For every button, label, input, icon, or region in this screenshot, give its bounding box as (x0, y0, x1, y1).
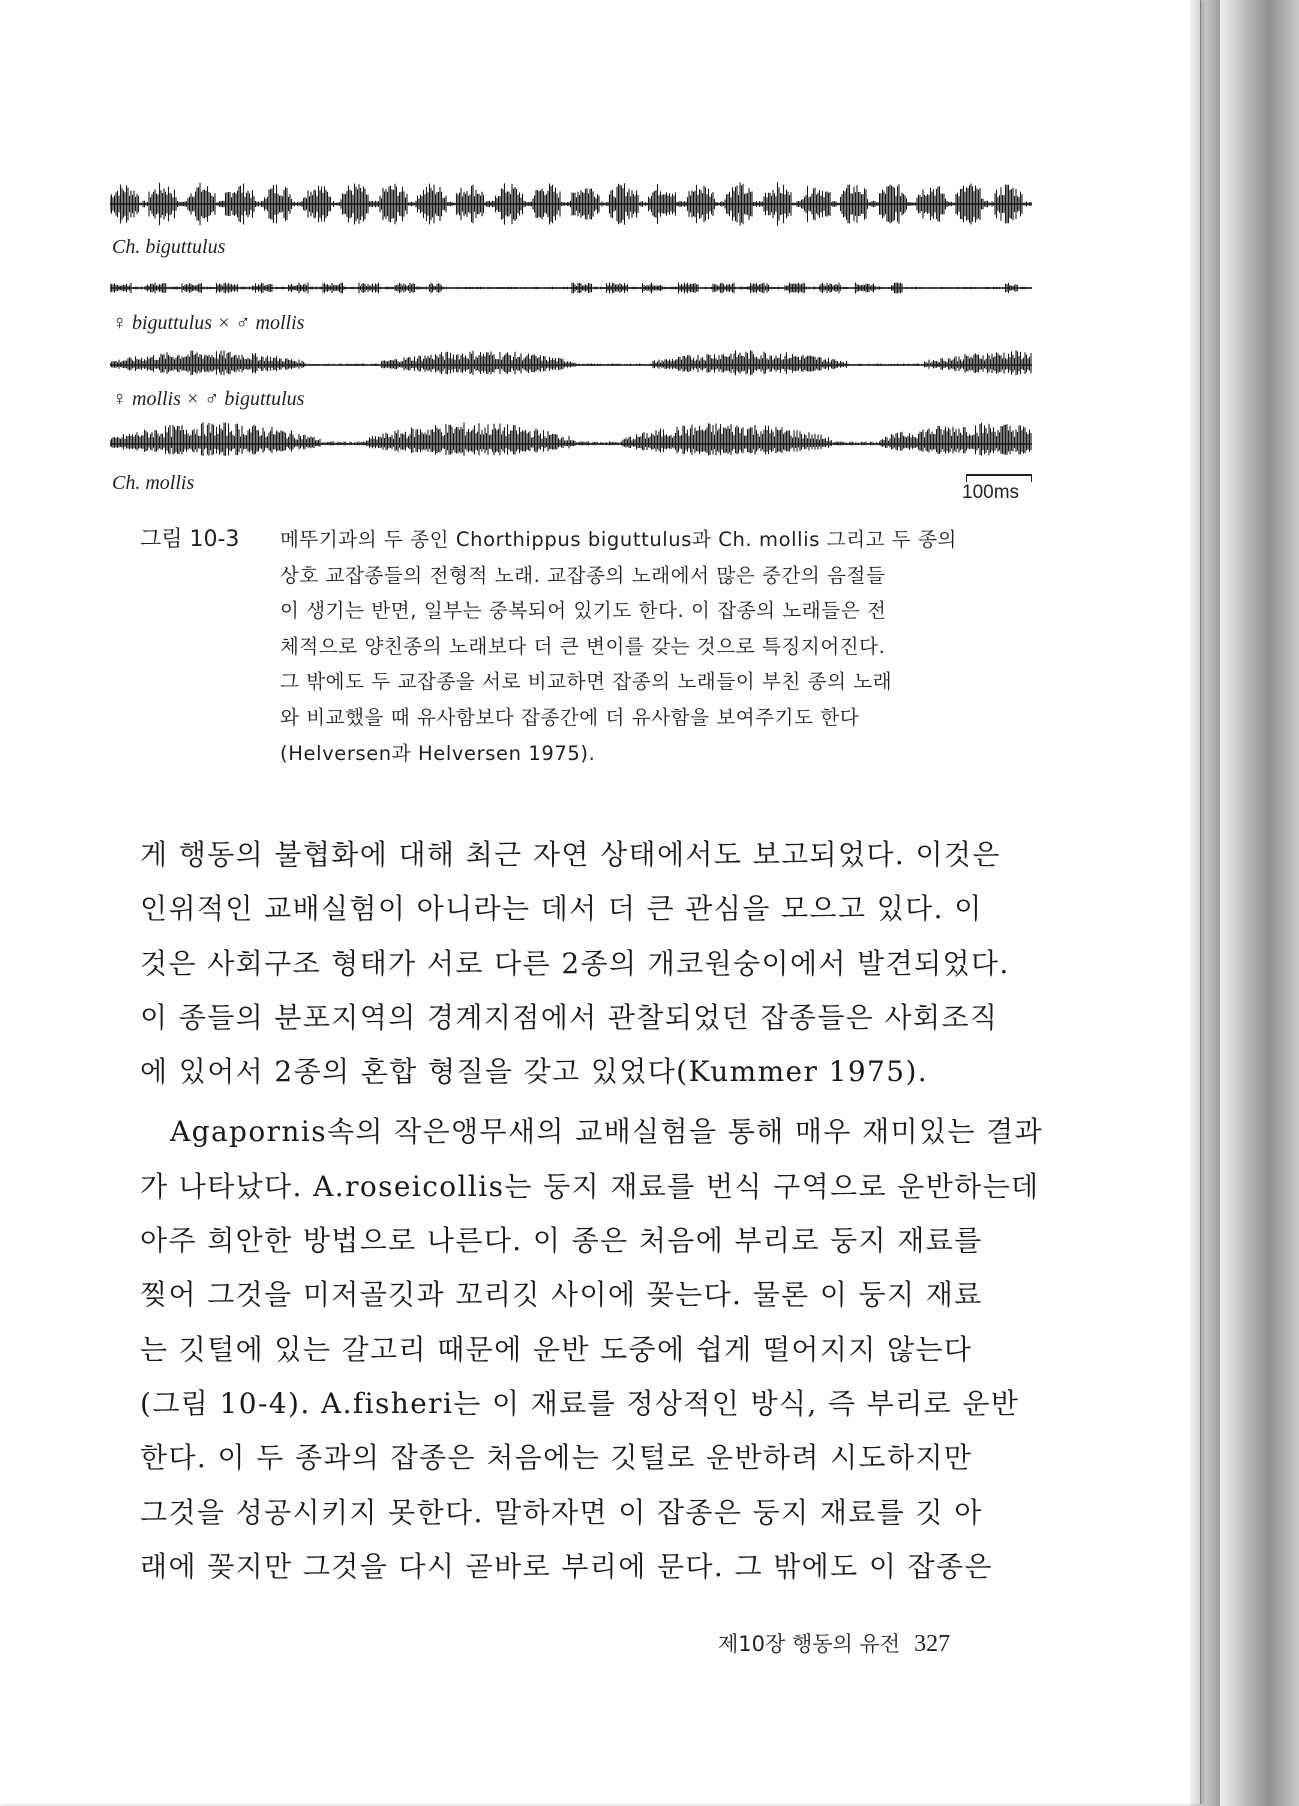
body-line: Agapornis속의 작은앵무새의 교배실험을 통해 매우 재미있는 결과 (170, 1115, 1044, 1149)
page-footer (718, 1628, 950, 1658)
caption-line: 체적으로 양친종의 노래보다 더 큰 변이를 갖는 것으로 특징지어진다. (280, 634, 886, 658)
body-text (140, 828, 1044, 1594)
body-line: 찢어 그것을 미저골깃과 꼬리깃 사이에 꽂는다. 물론 이 둥지 재료 (140, 1278, 983, 1312)
scale-bar (966, 474, 1032, 482)
waveform-trace (110, 422, 1031, 456)
oscillogram-hybrid-female-biguttulus (110, 278, 1032, 298)
caption-line: 메뚜기과의 두 종인 Chorthippus biguttulus과 Ch. mollis 그리고 두 종의 (280, 528, 957, 551)
waveform-trace (110, 283, 1031, 294)
body-line: 이 종들의 분포지역의 경계지점에서 관찰되었던 잡종들은 사회조직 (140, 1000, 999, 1034)
paragraph-2 (140, 1105, 1044, 1594)
waveform-trace (110, 350, 1031, 375)
oscillogram-mollis (110, 422, 1032, 466)
caption-line: 그 밖에도 두 교잡종을 서로 비교하면 잡종의 노래들이 부친 종의 노래 (280, 670, 893, 694)
label-biguttulus: Ch. biguttulus (112, 236, 226, 258)
body-line: 것은 사회구조 형태가 서로 다른 2종의 개코원숭이에서 발견되었다. (140, 946, 1010, 980)
label-mollis: Ch. mollis (112, 472, 195, 494)
caption-line: (Helversen과 Helversen 1975). (280, 741, 596, 765)
body-line: 인위적인 교배실험이 아니라는 데서 더 큰 관심을 모으고 있다. 이 (140, 892, 983, 926)
body-line: 는 깃털에 있는 갈고리 때문에 운반 도중에 쉽게 떨어지지 않는다 (140, 1332, 973, 1366)
caption-line: 와 비교했을 때 유사함보다 잡종간에 더 유사함을 보여주기도 한다 (280, 705, 860, 729)
page-number: 327 (914, 1631, 951, 1657)
body-line: 에 있어서 2종의 혼합 형질을 갖고 있었다(Kummer 1975). (140, 1055, 929, 1089)
body-line: 게 행동의 불협화에 대해 최근 자연 상태에서도 보고되었다. 이것은 (140, 838, 1001, 871)
caption-body (280, 522, 1162, 771)
running-footer-chapter: 제10장 행동의 유전 (718, 1632, 901, 1656)
paragraph-1 (140, 828, 1020, 1099)
body-line: 그것을 성공시키지 못한다. 말하자면 이 잡종은 둥지 재료를 깃 아 (140, 1495, 983, 1529)
oscillogram-biguttulus (110, 182, 1032, 226)
body-line: 래에 꽂지만 그것을 다시 곧바로 부리에 문다. 그 밖에도 이 잡종은 (140, 1549, 993, 1583)
scale-bar-label: 100ms (962, 482, 1020, 503)
waveform-trace (110, 182, 1031, 225)
label-hybrid-female-biguttulus: ♀ biguttulus × ♂ mollis (112, 312, 305, 334)
oscillogram-hybrid-female-mollis (110, 350, 1032, 380)
body-line: 가 나타났다. A.roseicollis는 둥지 재료를 번식 구역으로 운반하는데 (140, 1169, 1040, 1203)
caption-label: 그림 10-3 (140, 527, 240, 552)
body-line: 아주 희안한 방법으로 나른다. 이 종은 처음에 부리로 둥지 재료를 (140, 1224, 983, 1258)
caption-line: 이 생기는 반면, 일부는 중복되어 있기도 한다. 이 잡종의 노래들은 전 (280, 599, 887, 623)
body-line: (그림 10-4). A.fisheri는 이 재료를 정상적인 방식, 즉 부리로 운반 (140, 1386, 1020, 1420)
caption-line: 상호 교잡종들의 전형적 노래. 교잡종의 노래에서 많은 중간의 음절들 (280, 563, 886, 587)
page-curl-shadow (1190, 0, 1220, 1806)
body-line: 한다. 이 두 종과의 잡종은 처음에는 깃털로 운반하려 시도하지만 (140, 1441, 973, 1475)
label-hybrid-female-mollis: ♀ mollis × ♂ biguttulus (112, 388, 305, 410)
